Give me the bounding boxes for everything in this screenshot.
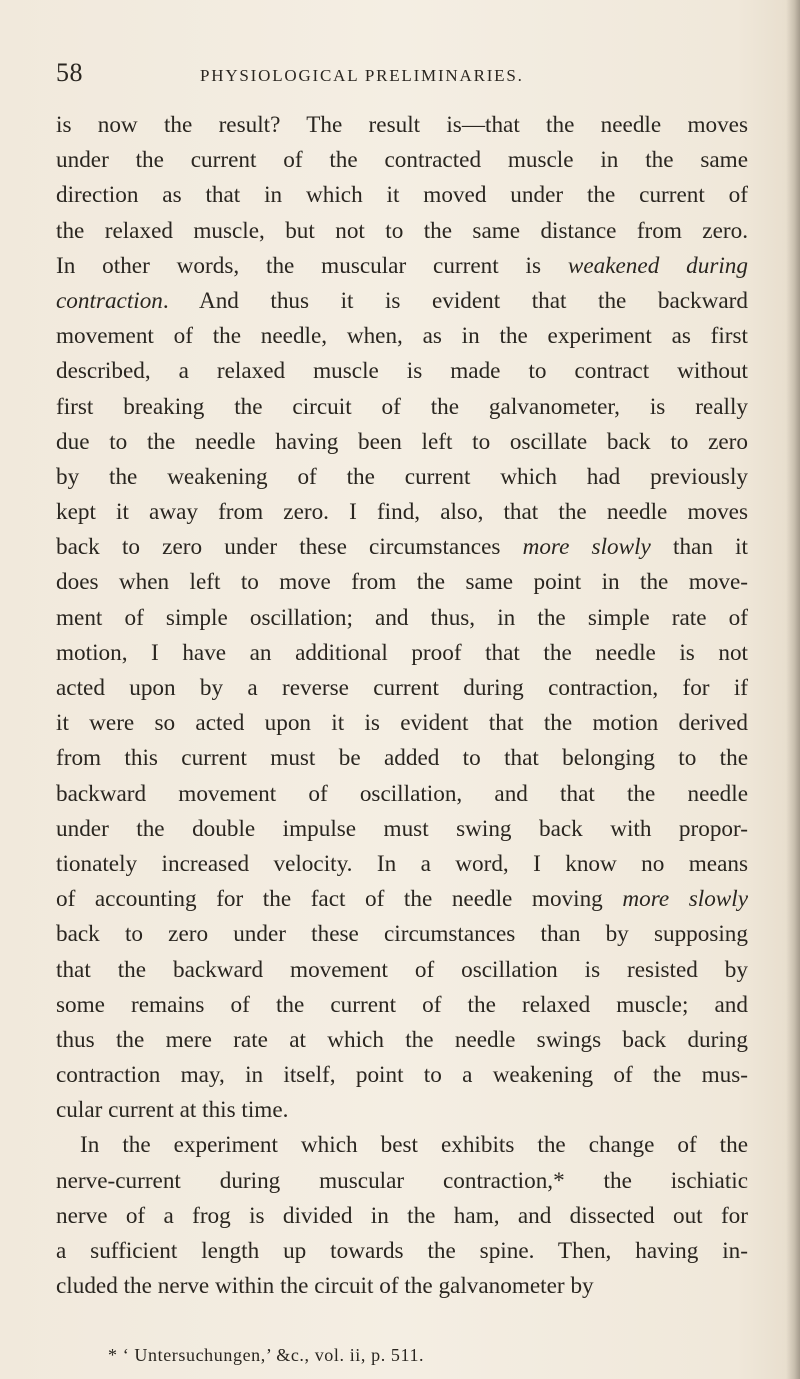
text-line: nerve of a frog is divided in the ham, and dissected out for bbox=[56, 1202, 748, 1229]
text-line: thus the mere rate at which the needle swings back during bbox=[56, 1026, 748, 1053]
italic-phrase: weakened during bbox=[567, 252, 748, 279]
text-line: nerve-current during muscular contraction,* the ischiatic bbox=[56, 1167, 748, 1194]
text-line: due to the needle having been left to oscillate back to zero bbox=[56, 428, 748, 455]
text-line: it were so acted upon it is evident that the motion derived bbox=[56, 710, 748, 737]
text-line: a sufficient length up towards the spine. Then, having in- bbox=[56, 1238, 748, 1264]
text-line: tionately increased velocity. In a word, I know no means bbox=[56, 850, 748, 877]
text-line: that the backward movement of oscillation is resisted by bbox=[56, 956, 748, 983]
footnote: * ‘ Untersuchungen,’ &c., vol. ii, p. 511. bbox=[108, 1345, 425, 1365]
text-line: by the weakening of the current which had previously bbox=[56, 463, 748, 490]
text-line: motion, I have an additional proof that the needle is not bbox=[56, 639, 748, 666]
italic-phrase: more slowly bbox=[522, 534, 651, 561]
page-number: 58 bbox=[56, 58, 83, 87]
text-line bbox=[56, 882, 748, 917]
paragraph-1 bbox=[56, 108, 748, 1128]
text-line bbox=[56, 530, 748, 565]
text-segment: In other words, the muscular current is bbox=[56, 252, 568, 279]
text-line bbox=[56, 249, 748, 284]
text-line: described, a relaxed muscle is made to contract without bbox=[56, 358, 748, 385]
text-line: under the double impulse must swing back with propor- bbox=[56, 815, 748, 842]
text-line: under the current of the contracted muscle in the same bbox=[56, 147, 748, 174]
text-line: does when left to move from the same point in the move- bbox=[56, 569, 748, 596]
paragraph-2 bbox=[56, 1128, 748, 1304]
text-line: from this current must be added to that belonging to the bbox=[56, 745, 748, 772]
text-segment: of accounting for the fact of the needle moving bbox=[56, 886, 623, 913]
text-line bbox=[56, 284, 748, 319]
text-line: cluded the nerve within the circuit of the galvanometer by bbox=[56, 1273, 594, 1300]
text-line: backward movement of oscillation, and that the needle bbox=[56, 780, 748, 807]
text-line: cular current at this time. bbox=[56, 1097, 289, 1124]
page-edge-shadow bbox=[786, 0, 800, 1379]
text-line: is now the result? The result is—that the needle moves bbox=[56, 112, 748, 138]
text-line: kept it away from zero. I find, also, that the needle moves bbox=[56, 499, 748, 526]
text-line: the relaxed muscle, but not to the same distance from zero. bbox=[56, 217, 748, 244]
text-line: movement of the needle, when, as in the experiment as first bbox=[56, 323, 748, 350]
running-head: PHYSIOLOGICAL PRELIMINARIES. bbox=[200, 66, 524, 85]
text-line: first breaking the circuit of the galvanometer, is really bbox=[56, 393, 748, 420]
text-line: back to zero under these circumstances than by supposing bbox=[56, 921, 748, 948]
italic-phrase: contraction bbox=[56, 287, 163, 314]
text-segment: back to zero under these circumstances bbox=[56, 534, 523, 561]
text-line: ment of simple oscillation; and thus, in the simple rate of bbox=[56, 604, 748, 631]
text-line: In the experiment which best exhibits the change of the bbox=[80, 1132, 748, 1159]
text-line: direction as that in which it moved under the current of bbox=[56, 182, 748, 209]
page-header bbox=[56, 58, 756, 98]
italic-phrase: more slowly bbox=[622, 886, 748, 913]
text-segment: than it bbox=[650, 534, 748, 561]
text-line: contraction may, in itself, point to a weakening of the mus- bbox=[56, 1062, 748, 1089]
text-line: some remains of the current of the relaxed muscle; and bbox=[56, 991, 748, 1018]
text-line: acted upon by a reverse current during contraction, for if bbox=[56, 675, 748, 701]
text-segment: . And thus it is evident that the backward bbox=[162, 287, 748, 314]
body-text bbox=[56, 108, 748, 1304]
